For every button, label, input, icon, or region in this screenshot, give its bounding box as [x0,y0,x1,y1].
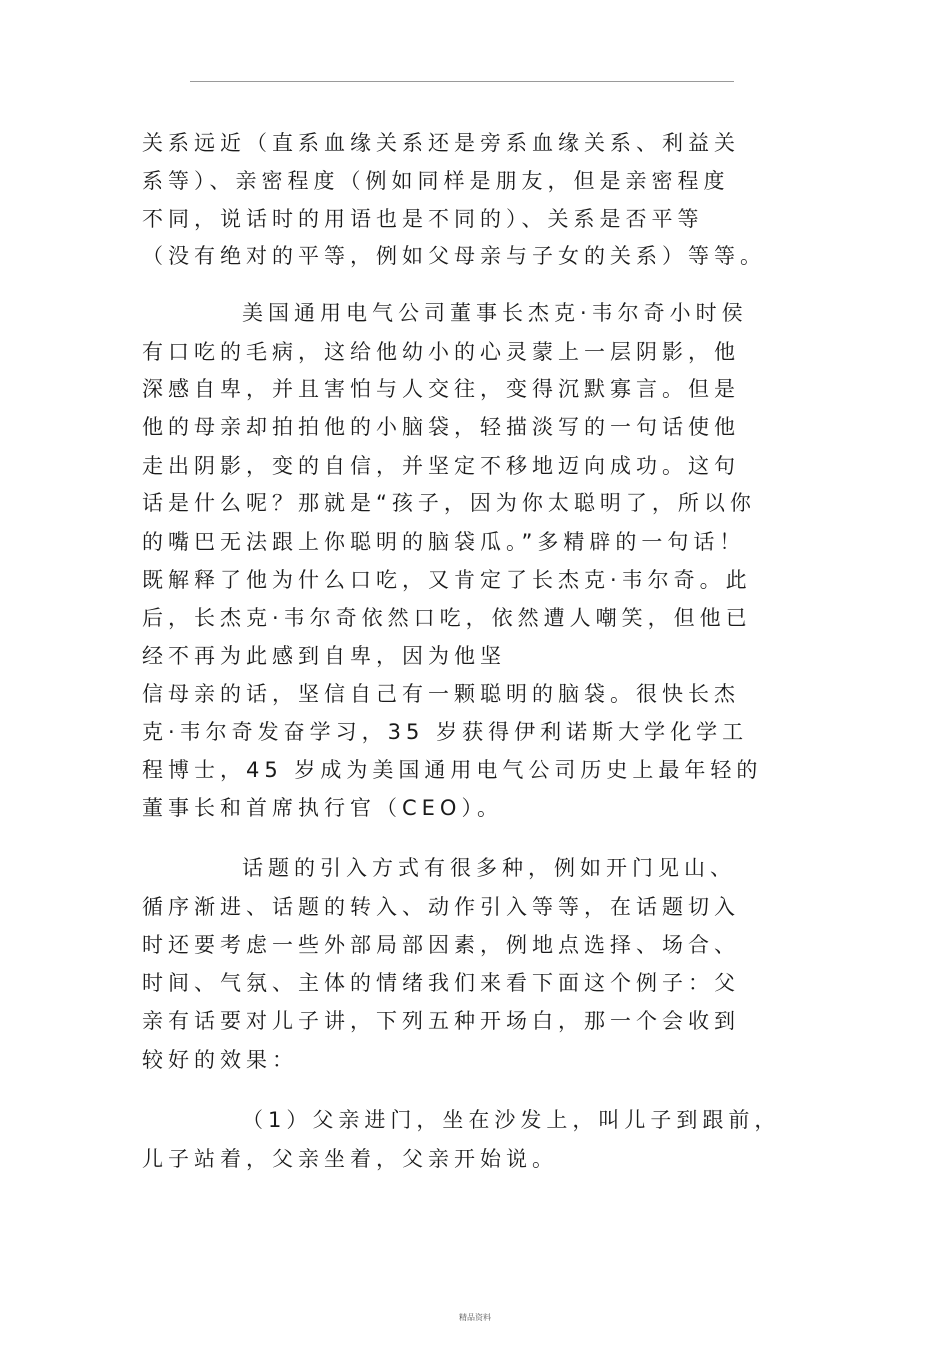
paragraph-2-line-1: 美国通用电气公司董事长杰克·韦尔奇小时侯 [242,301,748,325]
paragraph-2-line-11: 信母亲的话，坚信自己有一颗聪明的脑袋。很快长杰 [142,682,740,706]
paragraph-1-line-4: （没有绝对的平等，例如父母亲与子女的关系）等等。 [142,244,766,268]
paragraph-3-line-6: 较好的效果： [142,1048,298,1072]
paragraph-4-line-2: 儿子站着，父亲坐着，父亲开始说。 [142,1147,558,1171]
paragraph-2-line-3: 深感自卑，并且害怕与人交往，变得沉默寡言。但是 [142,377,740,401]
paragraph-3-line-5: 亲有话要对儿子讲，下列五种开场白，那一个会收到 [142,1009,740,1033]
paragraph-1-line-1: 关系远近（直系血缘关系还是旁系血缘关系、利益关 [142,131,740,155]
paragraph-2-line-14: 董事长和首席执行官（CEO）。 [142,796,503,820]
paragraph-1-line-2: 系等）、亲密程度（例如同样是朋友，但是亲密程度 [142,169,730,193]
paragraph-2-line-8: 既解释了他为什么口吃，又肯定了长杰克·韦尔奇。此 [142,568,752,592]
paragraph-3-line-4: 时间、气氛、主体的情绪我们来看下面这个例子：父 [142,971,740,995]
paragraph-2-line-5: 走出阴影，变的自信，并坚定不移地迈向成功。这句 [142,454,740,478]
paragraph-3-line-1: 话题的引入方式有很多种，例如开门见山、 [242,856,736,880]
paragraph-2-line-10: 经不再为此感到自卑，因为他坚 [142,644,506,668]
paragraph-2-line-6: 话是什么呢？那就是“孩子，因为你太聪明了，所以你 [142,491,756,515]
paragraph-2-line-12: 克·韦尔奇发奋学习，35 岁获得伊利诺斯大学化学工 [142,720,749,744]
paragraph-4-line-1: （1）父亲进门，坐在沙发上，叫儿子到跟前， [242,1108,781,1132]
paragraph-2-line-13: 程博士，45 岁成为美国通用电气公司历史上最年轻的 [142,758,763,782]
paragraph-2-line-7: 的嘴巴无法跟上你聪明的脑袋瓜。”多精辟的一句话！ [142,530,746,554]
paragraph-1-line-3: 不同，说话时的用语也是不同的）、关系是否平等 [142,207,704,231]
paragraph-2-line-2: 有口吃的毛病，这给他幼小的心灵蒙上一层阴影，他 [142,340,740,364]
paragraph-2-line-9: 后，长杰克·韦尔奇依然口吃，依然遭人嘲笑，但他已 [142,606,752,630]
paragraph-3-line-3: 时还要考虑一些外部局部因素，例地点选择、场合、 [142,933,740,957]
header-rule [190,81,734,82]
footer-label: 精品资料 [459,1313,491,1322]
paragraph-2-line-4: 他的母亲却拍拍他的小脑袋，轻描淡写的一句话使他 [142,415,740,439]
paragraph-3-line-2: 循序渐进、话题的转入、动作引入等等，在话题切入 [142,895,740,919]
